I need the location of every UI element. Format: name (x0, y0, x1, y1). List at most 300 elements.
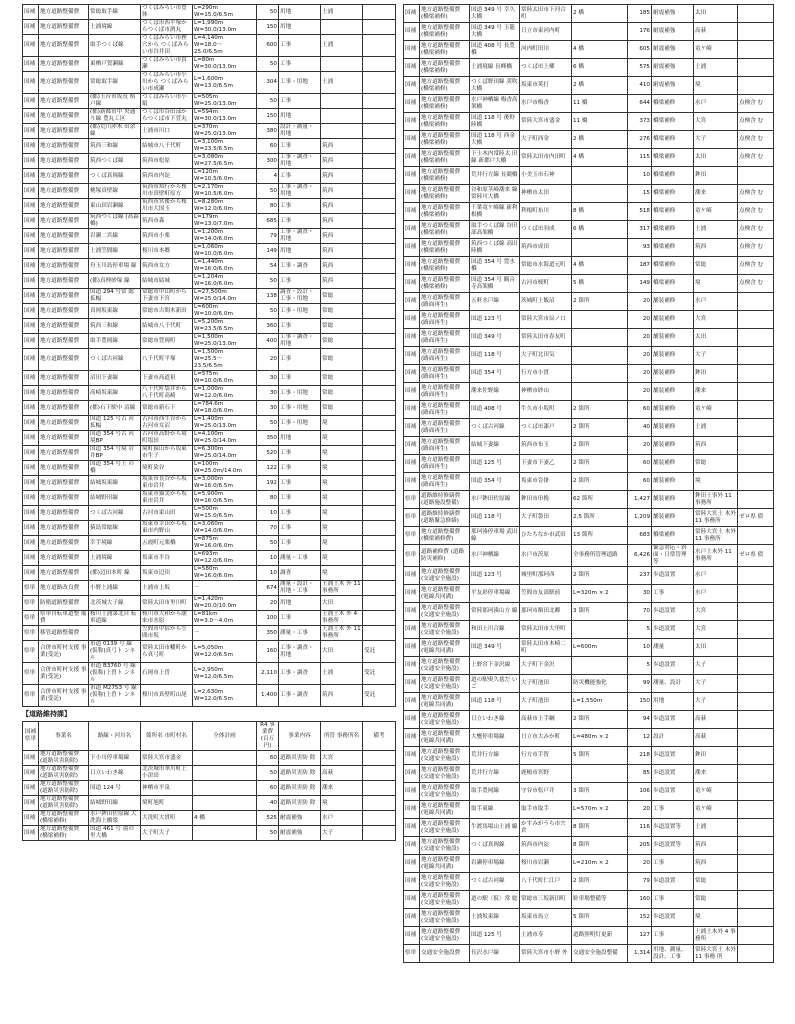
table-cell: 地方道路整備費 (39, 334, 89, 349)
table-cell: 市道 0139 号 線 (仮称)真弓ト ンネル (89, 641, 141, 663)
table-cell: 国補 (23, 259, 39, 274)
table-cell: 工事 (279, 506, 321, 521)
table-cell: 日立いわき線 (89, 766, 141, 781)
table-cell: 115 (628, 149, 652, 167)
table-cell: 舗装補修 (652, 383, 694, 401)
table-cell: 筑西 (321, 244, 363, 259)
table-cell: 国道 118 号 (470, 347, 520, 365)
table-row (23, 124, 396, 139)
table-cell: 境 (321, 566, 363, 581)
table-cell: 工事 (279, 35, 321, 57)
table-row (404, 657, 774, 675)
column-header: R4 事業費 (百万円) (257, 722, 279, 751)
table-cell: 520 (257, 446, 279, 461)
column-header: 事業内容 (279, 722, 321, 751)
table-cell: 竜ケ崎 (694, 783, 738, 801)
table-row (23, 401, 396, 416)
table-cell (738, 329, 774, 347)
table-cell: 685 (257, 214, 279, 229)
table-row (404, 221, 774, 239)
table-row (404, 491, 774, 509)
table-cell: L=1,400m W=25.0/13.0m (193, 416, 257, 431)
table-cell: 国補 (404, 819, 420, 837)
table-cell: 地方道路整備費 (39, 386, 89, 401)
section-title: 【道路維持課】 (22, 710, 71, 718)
table-cell: 筑西つくば線 高田陸橋 (470, 239, 520, 257)
table-cell (572, 621, 628, 639)
table-cell: 50 (257, 416, 279, 431)
table-cell: L=1,060m W=10.0/6.0m (193, 244, 257, 259)
table-cell (321, 109, 363, 124)
table-row (23, 304, 396, 319)
table-cell: 筑西 (321, 214, 363, 229)
table-cell (363, 319, 396, 334)
table-row (404, 639, 774, 657)
table-cell: 国補 (404, 765, 420, 783)
table-cell: 80 (257, 199, 279, 214)
table-cell: 160 (628, 891, 652, 909)
table-cell (738, 473, 774, 491)
table-row (23, 289, 396, 304)
table-cell: 地方道路整備費 (39, 401, 89, 416)
table-cell: 土浦土木 外 11 事務所 (322, 626, 361, 639)
table-cell (738, 419, 774, 437)
table-cell: 国補 (404, 855, 420, 873)
table-cell: 境 (694, 909, 738, 927)
table-cell: 国補 (23, 766, 39, 781)
table-cell: 地方道路整備費 (39, 244, 89, 259)
table-cell: L=5,200m W=23.5/6.5m (193, 319, 257, 334)
table-cell: 坂東市長谷から坂 東市岩井 (141, 476, 193, 491)
table-cell: 筑西市小栗 (141, 229, 193, 244)
table-cell: 工事 (279, 371, 321, 386)
table-cell: 国補 (23, 536, 39, 551)
table-cell: 国補 (23, 304, 39, 319)
table-row (23, 199, 396, 214)
table-cell: 道の駅奥久慈だ いご (470, 675, 520, 693)
table-cell: 交通安全施設整備 (572, 945, 628, 963)
table-cell: 国補 (404, 59, 420, 77)
table-cell (363, 626, 396, 641)
table-cell: 国補 (23, 334, 39, 349)
table-cell: 神栖市平泉 (141, 781, 193, 796)
table-cell: 国補 (404, 41, 420, 59)
table-cell: 地方道路整備費 (交通安全施設) (420, 711, 470, 729)
table-cell: つくば真岡線 (470, 837, 520, 855)
table-cell: 4 橋 (193, 811, 257, 826)
table-cell: 坂東市幸田から坂 東市内野山 (141, 521, 193, 536)
table-cell (363, 781, 396, 796)
table-row (404, 419, 774, 437)
table-row (404, 765, 774, 783)
table-cell: 50 (257, 536, 279, 551)
table-cell (363, 349, 396, 371)
table-row (404, 5, 774, 23)
table-cell: 60 (257, 139, 279, 154)
table-cell: 62 箇所 (572, 491, 628, 509)
table-cell: 1,314 (628, 945, 652, 963)
table-cell: 6 橋 (572, 59, 628, 77)
table-cell: 工事・調査 (279, 663, 321, 685)
table-cell: 20 (257, 349, 279, 371)
table-cell (363, 386, 396, 401)
table-cell: 潮来 (694, 383, 738, 401)
table-cell: 桜川市本郷 (141, 244, 193, 259)
table-cell (738, 567, 774, 585)
table-cell (321, 57, 363, 72)
table-cell: つくば古河線 (470, 873, 520, 891)
column-header: 路線・河川名 (89, 722, 141, 751)
table-cell: 測量 (652, 639, 694, 657)
table-cell: 4 橋 (572, 41, 628, 59)
table-cell: L=100m W=25.0m/14.0m (193, 461, 257, 476)
column-header: 事業名 (39, 722, 89, 751)
table-cell: 歩道設置 (652, 909, 694, 927)
table-cell: 移管道路整備費 (39, 626, 89, 641)
table-cell: 大甕停車場線 (470, 729, 520, 747)
table-cell: 筑西つくば線 (89, 154, 141, 169)
table-row (404, 545, 774, 567)
table-cell: 守谷市松戸井 (520, 783, 572, 801)
table-cell: L=594m W=30.0/13.0m (193, 109, 257, 124)
table-cell (363, 289, 396, 304)
table-cell: 合併市町村支援 事業(受託) (39, 641, 89, 663)
table-cell: 小美玉市石神 (520, 167, 572, 185)
table-cell (738, 927, 774, 945)
table-cell (738, 693, 774, 711)
table-row (404, 167, 774, 185)
table-cell: 土浦 (694, 59, 738, 77)
table-cell: 20 (257, 596, 279, 611)
table-row (23, 596, 396, 611)
table-cell: 大子 (694, 693, 738, 711)
table-cell: 潮来 (694, 185, 738, 203)
table-cell: 国補 (23, 349, 39, 371)
table-row (404, 203, 774, 221)
table-cell: 土浦境線 (89, 551, 141, 566)
table-cell: L=4,140m W=18.0～ 25.0/6.5m (193, 35, 257, 57)
table-cell: 舗装補修 (652, 365, 694, 383)
table-cell: 荒井行方線 (470, 747, 520, 765)
table-cell (738, 891, 774, 909)
table-cell: 筑西市松原 (141, 154, 193, 169)
table-cell: 国補 (404, 783, 420, 801)
table-cell: 地方道路整備費 (橋梁補修) (420, 203, 470, 221)
table-cell: 地方道路整備費 (路面再生) (420, 419, 470, 437)
table-cell: 2 箇所 (572, 873, 628, 891)
table-cell: 国道 461 号 湯の里大橋 (89, 826, 141, 841)
table-row (404, 311, 774, 329)
table-cell: 筑西 (321, 169, 363, 184)
table-cell: 11 橋 (572, 113, 628, 131)
table-cell: 大宮 (321, 751, 363, 766)
table-cell: 道路災害防 除 (279, 766, 321, 781)
table-cell (572, 239, 628, 257)
table-cell: 国道 118 号 後野陸橋 (470, 113, 520, 131)
table-cell: 小野上浦線 (89, 581, 141, 596)
table-cell (363, 431, 396, 446)
table-cell (572, 23, 628, 41)
table-cell: 桜川市大和から潮 来市水原 (141, 611, 193, 626)
table-cell: 調査・設計・ 工事・用地 (279, 289, 321, 304)
table-cell: 2 箇所 (572, 473, 628, 491)
table-cell (363, 551, 396, 566)
table-cell: 国道 118 号 (470, 693, 520, 711)
table-cell: 大田 (321, 596, 363, 611)
table-cell: 国補 (404, 747, 420, 765)
table-cell: 国補 (23, 401, 39, 416)
table-cell: 国補 (404, 927, 420, 945)
table-cell: 575 (628, 59, 652, 77)
table-cell: 防衛道路整備費 (39, 596, 89, 611)
table-cell: 93 (628, 239, 652, 257)
table-cell: 60 (628, 401, 652, 419)
table-cell: 合併市町村支援 事業(受託) (39, 663, 89, 685)
table-cell (738, 401, 774, 419)
table-cell: 106 (628, 783, 652, 801)
table-cell: 水戸鉾田佐原線 大洗海上橋梁 (89, 811, 141, 826)
table-cell: 国道 125 号古 河拡幅 (89, 416, 141, 431)
table-cell: つくば古河線 (470, 419, 520, 437)
table-cell: 地方道路整備費 (39, 109, 89, 124)
table-cell: L=600m W=10.0/6.0m (193, 304, 257, 319)
table-cell: 50 (257, 826, 279, 841)
table-row (404, 585, 774, 603)
table-cell: 地方道路整備費 (橋梁補修) (420, 149, 470, 167)
table-cell: 国補 (404, 729, 420, 747)
table-cell: 40 (628, 419, 652, 437)
table-cell: 国補 (23, 199, 39, 214)
table-cell: 地方道路整備費 (39, 5, 89, 20)
table-cell: 谷和原茎崎潮来 線 常陸川大橋 (470, 185, 520, 203)
table-cell: 30 (257, 386, 279, 401)
table-row (23, 169, 396, 184)
table-cell: 大子 (694, 131, 738, 149)
table-cell: 茨城町上飯沼 (520, 293, 572, 311)
table-cell: 地方道路整備費 (電線共同溝) (420, 801, 470, 819)
table-cell: つくばみらい市狸 穴から つくばみら い市谷井田 (141, 35, 193, 57)
table-cell: 国道 354 号 観音寺高架橋 (470, 275, 520, 293)
table-cell: 境 (321, 521, 363, 536)
table-cell: 大子 (694, 675, 738, 693)
table-cell: 歩道設置等 (652, 837, 694, 855)
table-cell: L=1,550m (572, 693, 628, 711)
table-cell: 土浦坂東線 (470, 909, 520, 927)
table-cell: 1,427 (628, 491, 652, 509)
table-cell: 国補 (404, 621, 420, 639)
table-cell: 工事 (279, 476, 321, 491)
table-cell: 上野宮下金沢線 (470, 657, 520, 675)
table-cell: 市道 B3760 号 線 (仮称)上曽ト ンネル (89, 663, 141, 685)
table-cell (572, 765, 628, 783)
table-cell: 点検含 む (738, 185, 774, 203)
table-cell: 日立いわき線 (470, 711, 520, 729)
table-row (404, 729, 774, 747)
table-cell: 竜ケ崎 (694, 801, 738, 819)
table-cell: 国補 (23, 319, 39, 334)
table-cell: L=3,080m W=27.5/6.5m (193, 154, 257, 169)
table-row (23, 20, 396, 35)
table-cell: 国補 (404, 837, 420, 855)
table-cell (321, 124, 363, 139)
table-cell: 工事 (279, 446, 321, 461)
table-cell: 地方道路整備費 (橋梁補修) (420, 5, 470, 23)
table-cell: 国補 (404, 675, 420, 693)
table-cell (363, 476, 396, 491)
table-cell: 古河市桜町 (520, 275, 572, 293)
table-row (23, 663, 396, 685)
table-cell: 県単 (404, 527, 420, 545)
table-cell: 工事 (279, 319, 321, 334)
table-cell: 受託 (363, 685, 396, 707)
table-cell: 大宮 (694, 621, 738, 639)
table-cell: 10 (628, 167, 652, 185)
table-cell: つくば古河線 (89, 349, 141, 371)
table-cell: 常陸大宮土 木外 11 事務所 (694, 509, 738, 527)
table-cell: 国補 (23, 476, 39, 491)
table-cell: L=505m W=25.0/13.0m (193, 94, 257, 109)
table-row (23, 491, 396, 506)
table-cell: 国補 (404, 95, 420, 113)
table-cell: 境 (321, 536, 363, 551)
table-cell: 取手豊岡線 (89, 334, 141, 349)
table-cell: 60 (257, 781, 279, 796)
table-cell: 国補 (404, 113, 420, 131)
table-cell: 50 (257, 94, 279, 109)
table-cell: 15 (628, 185, 652, 203)
table-row (404, 365, 774, 383)
table-cell: 点検含 む (738, 257, 774, 275)
table-cell: 8 箇所 (572, 819, 628, 837)
table-cell: 用地 (279, 109, 321, 124)
table-cell: ひたちなか市武田 (520, 527, 572, 545)
table-cell: つくばみらい市豊体 (141, 5, 193, 20)
table-cell: 国補 (404, 149, 420, 167)
table-cell: 土浦 (321, 72, 363, 94)
table-cell: 下妻市高道祖 (141, 371, 193, 386)
table-cell: 54 (257, 259, 279, 274)
table-cell: 6 橋 (572, 221, 628, 239)
table-cell: 大子 (694, 657, 738, 675)
table-cell: 点検含 む (738, 221, 774, 239)
table-row (23, 431, 396, 446)
table-cell: 県単 (23, 663, 39, 685)
table-cell: 20 (628, 329, 652, 347)
table-cell: 高萩 (321, 766, 363, 781)
table-cell: 水戸鉾田佐原線 (470, 491, 520, 509)
table-cell: L=210m × 2 (572, 855, 628, 873)
table-cell: 境 (321, 476, 363, 491)
table-cell: 八千代町仁江戸 (520, 873, 572, 891)
table-cell: 用地 (279, 431, 321, 446)
table-cell: 地方道路整備費 (39, 169, 89, 184)
table-cell: 境町旭町 (141, 796, 193, 811)
table-cell: 2 箇所 (572, 455, 628, 473)
table-row (404, 873, 774, 891)
table-cell: 13 箇所 (572, 527, 628, 545)
table-row (404, 675, 774, 693)
table-cell (572, 383, 628, 401)
table-cell: 地方道路整備費 (39, 349, 89, 371)
table-cell: 大子町北田気 (520, 347, 572, 365)
table-cell: 常陸大宮市盛金 (520, 113, 572, 131)
table-cell: 筑西三和線 (89, 139, 141, 154)
table-cell: L=570m × 2 (572, 801, 628, 819)
table-row (23, 826, 396, 841)
table-cell: 大子町大子 (141, 826, 193, 841)
table-cell: 神栖市砂山 (520, 383, 572, 401)
table-cell: 地方道路整備費 (橋梁補修) (420, 221, 470, 239)
table-cell: かすみがうら市宍 倉 (520, 819, 572, 837)
table-cell: 360 (257, 319, 279, 334)
table-cell: 地方道路整備費 (路面再生) (420, 401, 470, 419)
table-cell: 県単 (23, 685, 39, 707)
table-cell (193, 796, 257, 811)
table-cell: 地方道路整備費 (39, 461, 89, 476)
table-cell: 国補 (404, 419, 420, 437)
table-cell: 太田 (694, 639, 738, 657)
table-row (23, 109, 396, 124)
table-cell: 国道 349 号 玉籠大橋 (470, 23, 520, 41)
table-cell: L=5,050m W=12.0/6.5m (193, 641, 257, 663)
table-cell: － (193, 626, 257, 641)
table-cell: 高萩 (694, 711, 738, 729)
table-cell: 設計 (652, 729, 694, 747)
table-row (23, 811, 396, 826)
table-cell (193, 826, 257, 841)
table-cell: 太田 (694, 329, 738, 347)
table-cell: 大子町池田 (520, 693, 572, 711)
table-cell: つくば真岡線 (89, 169, 141, 184)
table-row (404, 455, 774, 473)
table-cell: 太田 (694, 5, 738, 23)
table-cell (738, 729, 774, 747)
table-cell: 道路災害防 除 (279, 796, 321, 811)
table-cell: 道路補修費 (道路防災補修) (420, 545, 470, 567)
table-cell: 10 (257, 566, 279, 581)
table-cell: 結城野田線 (89, 491, 141, 506)
table-cell: 境 (321, 446, 363, 461)
table-cell: 30 (628, 585, 652, 603)
table-cell: 舗装補修 (652, 509, 694, 527)
table-cell: 境町染谷 (141, 461, 193, 476)
table-cell: 国補 (23, 811, 39, 826)
table-cell: 地方道路整備費 (39, 304, 89, 319)
table-cell: 舗装補修 (652, 401, 694, 419)
table-row (23, 386, 396, 401)
table-cell: 筑西市内淀 (141, 169, 193, 184)
table-cell: 地方道路整備費 (39, 229, 89, 244)
table-cell: 高萩市上手綱 (520, 711, 572, 729)
table-cell: 下土木内常陸太 田線 新郡戸大橋 (470, 149, 520, 167)
table-cell: つくば市羽成 (520, 221, 572, 239)
table-cell: 地方道路整備費 (道路災害防除) (39, 751, 89, 766)
table-cell: 地方道路整備費 (橋梁補修) (420, 239, 470, 257)
table-cell: 国補 (23, 214, 39, 229)
table-cell (738, 621, 774, 639)
table-row (23, 229, 396, 244)
table-cell: 国補 (23, 826, 39, 841)
table-cell: 工事・調査・ 用地 (279, 184, 321, 199)
table-row (404, 693, 774, 711)
table-cell: 地方道路整備費 (橋梁補修) (420, 167, 470, 185)
table-row (404, 275, 774, 293)
table-cell: 地方道路整備費 (橋梁補修) (420, 59, 470, 77)
table-cell: 受託 (363, 663, 396, 685)
table-cell: 荒井行方線 (470, 765, 520, 783)
table-row (23, 551, 396, 566)
table-cell: 常陸那珂湊山方 線 (470, 603, 520, 621)
